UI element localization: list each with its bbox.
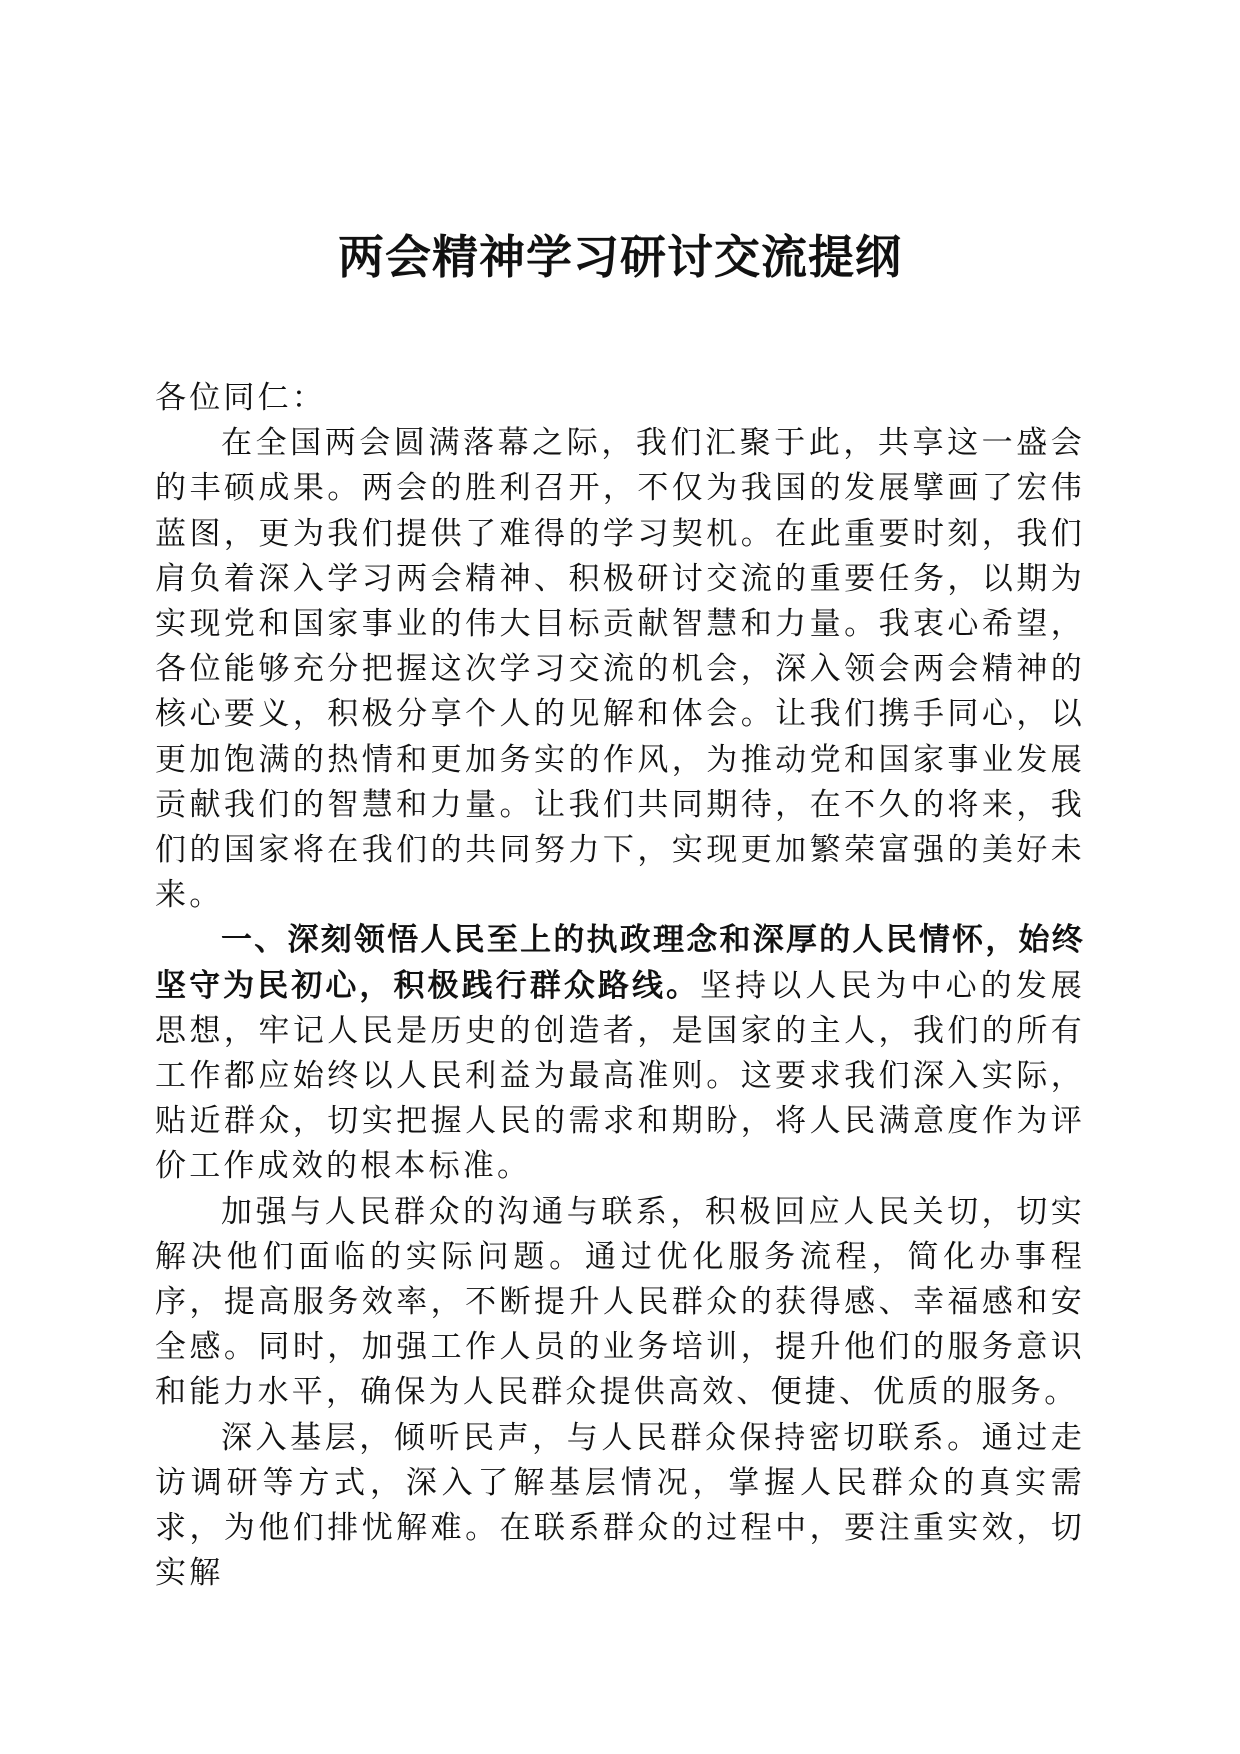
section-one-heading: 一、深刻领悟人民至上的执政理念和深厚的人民情怀，始终坚守为民初心，积极践行群众路线。 (155, 922, 1085, 1004)
document-title: 两会精神学习研讨交流提纲 (338, 230, 902, 284)
communication-paragraph: 加强与人民群众的沟通与联系，积极回应人民关切，切实解决他们面临的实际问题。通过优化服务流程，简化办事程序，提高服务效率，不断提升人民群众的获得感、幸福感和安全感。同时，加强工作人员的业务培训，提升他们的服务意识和能力水平，确保为人民群众提供高效、便捷、优质的服务。 (155, 1193, 1085, 1411)
salutation: 各位同仁： (155, 380, 326, 416)
document-body (155, 376, 1085, 1596)
grassroots-paragraph: 深入基层，倾听民声，与人民群众保持密切联系。通过走访调研等方式，深入了解基层情况，掌握人民群众的真实需求，为他们排忧解难。在联系群众的过程中，要注重实效，切实解 (155, 1419, 1085, 1592)
section-one-text: 坚持以人民为中心的发展思想，牢记人民是历史的创造者，是国家的主人，我们的所有工作都应始终以人民利益为最高准则。这要求我们深入实际，贴近群众，切实把握人民的需求和期盼，将人民满意度作为评价工作成效的根本标准。 (155, 967, 1085, 1185)
section-one-paragraph (155, 918, 1085, 1189)
intro-paragraph: 在全国两会圆满落幕之际，我们汇聚于此，共享这一盛会的丰硕成果。两会的胜利召开，不仅为我国的发展擘画了宏伟蓝图，更为我们提供了难得的学习契机。在此重要时刻，我们肩负着深入学习两会精神、积极研讨交流的重要任务，以期为实现党和国家事业的伟大目标贡献智慧和力量。我衷心希望，各位能够充分把握这次学习交流的机会，深入领会两会精神的核心要义，积极分享个人的见解和体会。让我们携手同心，以更加饱满的热情和更加务实的作风，为推动党和国家事业发展贡献我们的智慧和力量。让我们共同期待，在不久的将来，我们的国家将在我们的共同努力下，实现更加繁荣富强的美好未来。 (155, 425, 1085, 914)
